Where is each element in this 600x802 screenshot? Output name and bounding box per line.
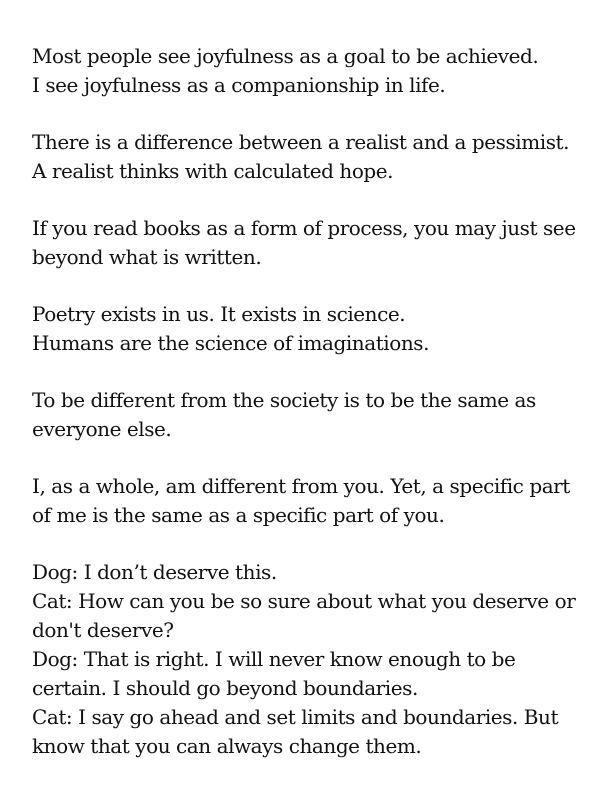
text-line: Most people see joyfulness as a goal to be achieved. [32, 44, 539, 68]
dialogue-line: don't deserve? [32, 618, 174, 642]
text-line: If you read books as a form of process, you may just see [32, 216, 576, 240]
dialogue-line: Dog: I don’t deserve this. [32, 560, 277, 584]
paragraph-dialogue [32, 558, 577, 761]
paragraph-whole [32, 472, 577, 530]
dialogue-line: Cat: How can you be so sure about what you deserve or [32, 589, 576, 613]
text-line: There is a difference between a realist and a pessimist. [32, 130, 570, 154]
text-line: everyone else. [32, 417, 172, 441]
text-line: Humans are the science of imaginations. [32, 331, 429, 355]
document-body [32, 42, 577, 761]
text-line: Poetry exists in us. It exists in science. [32, 302, 406, 326]
text-line: of me is the same as a specific part of you. [32, 503, 445, 527]
text-line: beyond what is written. [32, 245, 262, 269]
text-line: To be different from the society is to be the same as [32, 388, 536, 412]
dialogue-line: certain. I should go beyond boundaries. [32, 676, 418, 700]
text-line: I, as a whole, am different from you. Yet, a specific part [32, 474, 570, 498]
dialogue-line: Cat: I say go ahead and set limits and boundaries. But [32, 705, 559, 729]
paragraph-books [32, 214, 577, 272]
text-line: A realist thinks with calculated hope. [32, 159, 394, 183]
text-line: I see joyfulness as a companionship in life. [32, 73, 446, 97]
paragraph-poetry [32, 300, 577, 358]
dialogue-line: know that you can always change them. [32, 734, 422, 758]
paragraph-realist [32, 128, 577, 186]
paragraph-joyfulness [32, 42, 577, 100]
dialogue-line: Dog: That is right. I will never know enough to be [32, 647, 516, 671]
paragraph-different [32, 386, 577, 444]
